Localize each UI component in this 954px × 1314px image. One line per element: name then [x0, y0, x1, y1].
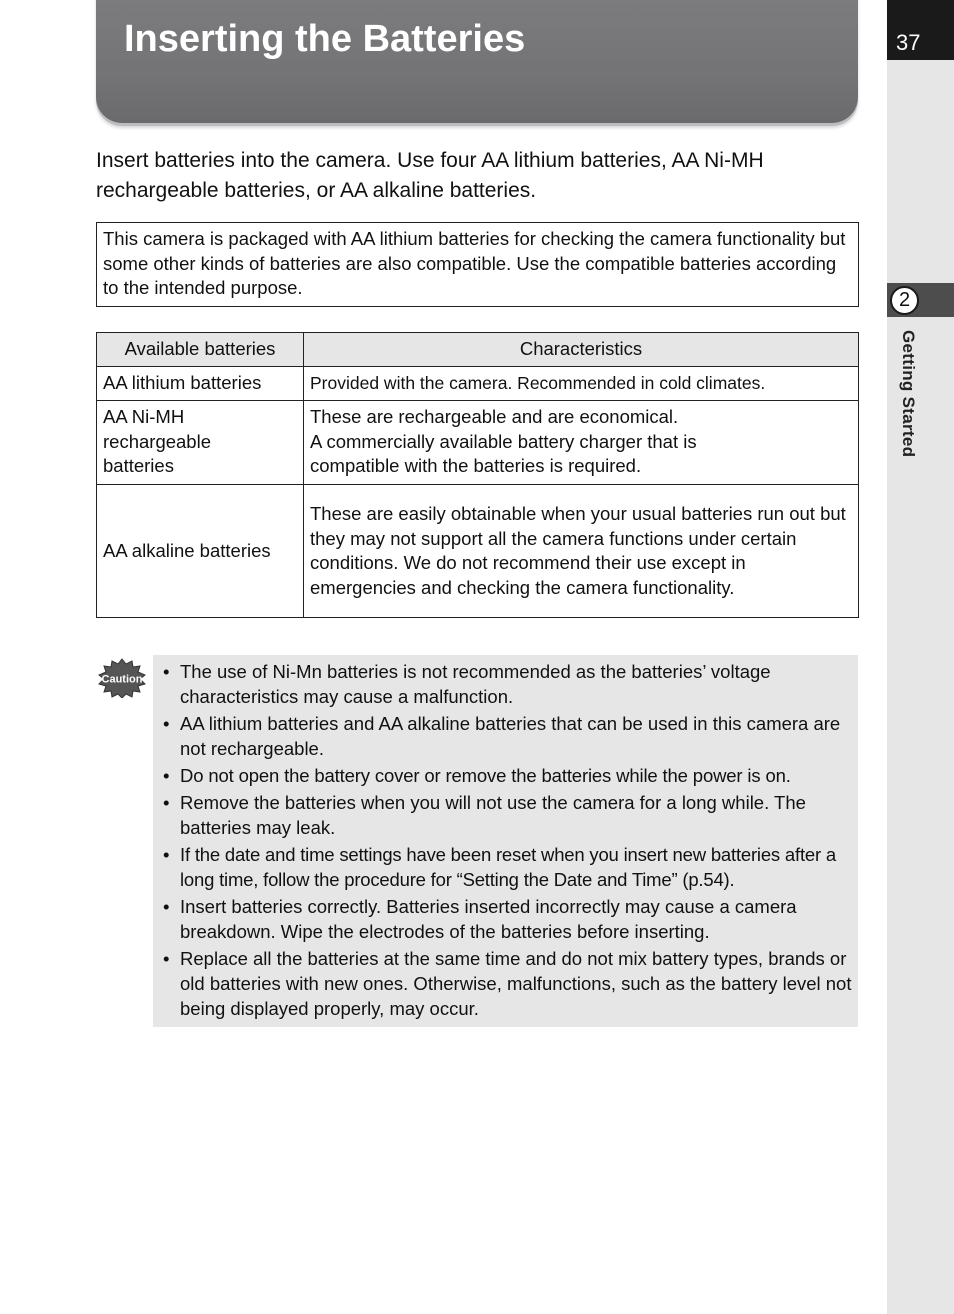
header-available-batteries: Available batteries	[97, 333, 304, 367]
battery-name: AA alkaline batteries	[97, 485, 304, 618]
battery-table	[96, 332, 859, 618]
caution-text: Do not open the battery cover or remove the batteries while the power is on.	[180, 765, 791, 786]
battery-characteristics	[304, 367, 859, 401]
page-title: Inserting the Batteries	[124, 18, 526, 60]
caution-text: Replace all the batteries at the same time and do not mix battery types, brands or old batteries with new ones. Otherwise, malfunctions, such as the battery level not being displayed properly, may occur.	[180, 948, 852, 1019]
caution-text: Remove the batteries when you will not use the camera for a long while. The batteries may leak.	[180, 792, 806, 838]
caution-text: AA lithium batteries and AA alkaline batteries that can be used in this camera are not rechargeable.	[180, 713, 841, 759]
caution-box	[153, 655, 858, 1027]
bullet: •	[163, 661, 170, 682]
battery-name: AA lithium batteries	[97, 367, 304, 401]
page-number: 37	[887, 0, 954, 60]
list-item	[161, 894, 858, 944]
chapter-number: 2	[890, 286, 919, 315]
list-item	[161, 659, 858, 709]
bullet: •	[163, 844, 170, 865]
list-item	[161, 946, 858, 1021]
chapter-side-strip	[887, 0, 954, 1314]
battery-characteristics	[304, 485, 859, 618]
table-header-row	[97, 333, 859, 367]
caution-text: If the date and time settings have been reset when you insert new batteries after a long time, follow the procedure for “Setting the Date and Time” (p.54).	[180, 844, 836, 890]
bullet: •	[163, 765, 170, 786]
caution-icon	[98, 658, 146, 698]
list-item	[161, 790, 858, 840]
caution-text: Insert batteries correctly. Batteries inserted incorrectly may cause a camera breakdown. Wipe the electrodes of the batteries before inserting.	[180, 896, 797, 942]
header-characteristics: Characteristics	[304, 333, 859, 367]
list-item	[161, 763, 858, 788]
bullet: •	[163, 713, 170, 734]
characteristic-line: These are easily obtainable when your usual batteries run out but they may not support all the camera functions under certain conditions. We do not recommend their use except in emergencies and checking the camera functionality.	[310, 503, 846, 598]
bullet: •	[163, 948, 170, 969]
caution-icon-label: Caution	[101, 673, 143, 686]
caution-text: The use of Ni-Mn batteries is not recommended as the batteries’ voltage characteristics may cause a malfunction.	[180, 661, 771, 707]
bullet: •	[163, 896, 170, 917]
chapter-label: Getting Started	[899, 330, 918, 458]
characteristic-line: These are rechargeable and are economical.	[310, 406, 679, 427]
table-row	[97, 485, 859, 618]
info-box: This camera is packaged with AA lithium batteries for checking the camera functionality but some other kinds of batteries are also compatible. Use the compatible batteries according to the intended purpose.	[96, 222, 859, 307]
characteristic-line: A commercially available battery charger that is compatible with the batteries is required.	[310, 430, 697, 476]
table-row	[97, 367, 859, 401]
list-item	[161, 842, 858, 892]
characteristic-line: Provided with the camera. Recommended in cold climates.	[310, 373, 766, 394]
battery-name	[97, 401, 304, 485]
battery-name-text: AA Ni-MH rechargeable batteries	[103, 406, 211, 476]
list-item	[161, 711, 858, 761]
bullet: •	[163, 792, 170, 813]
caution-list	[161, 659, 858, 1021]
battery-characteristics	[304, 401, 859, 485]
table-row	[97, 401, 859, 485]
intro-paragraph: Insert batteries into the camera. Use four AA lithium batteries, AA Ni-MH rechargeable batteries, or AA alkaline batteries.	[96, 149, 764, 202]
